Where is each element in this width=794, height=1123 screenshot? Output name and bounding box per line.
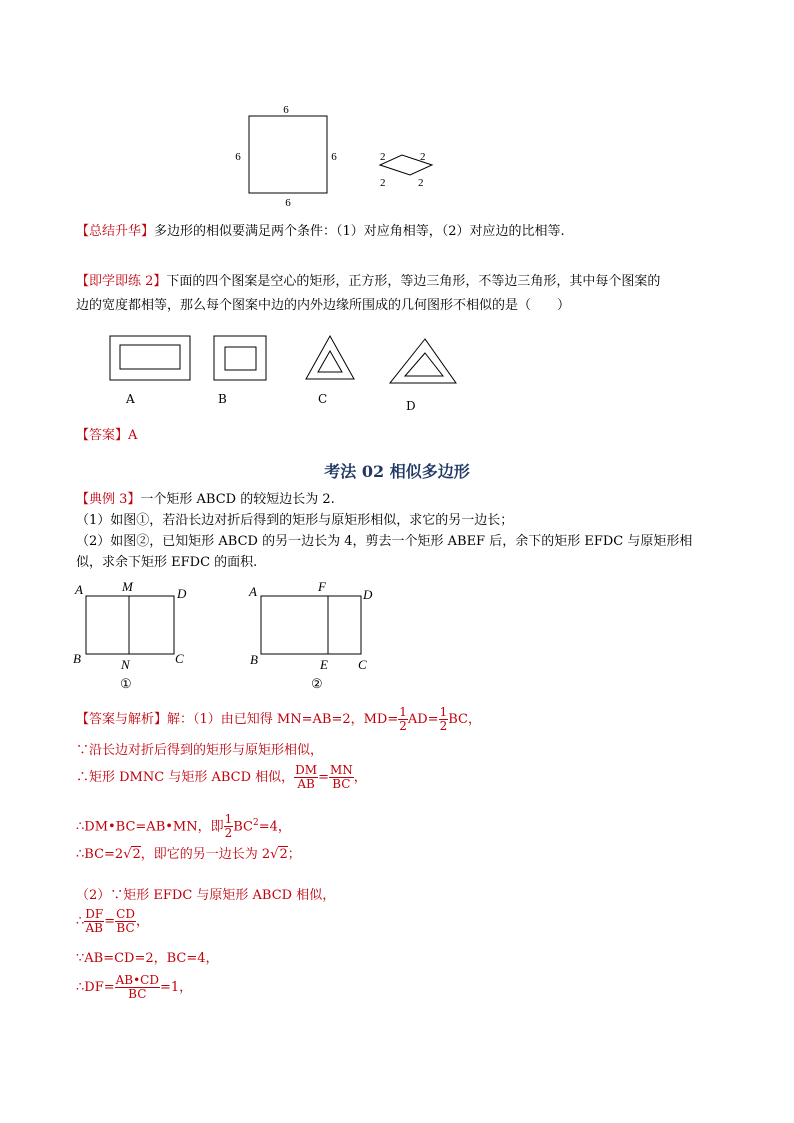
option-c-inner <box>318 351 342 372</box>
rhombus-side-4: 2 <box>418 177 424 189</box>
fig1-rect <box>86 596 174 654</box>
fig1-label-a: A <box>75 582 83 597</box>
solution-l1-b: AD= <box>407 712 439 727</box>
section-title: 考法 02 相似多边形 <box>324 462 470 481</box>
rhombus-side-3: 2 <box>380 177 386 189</box>
fig1-label-m: M <box>122 579 133 594</box>
option-a-inner <box>120 345 180 369</box>
solution-l4-c: =4， <box>258 819 291 835</box>
fig2-label-b: B <box>250 652 258 667</box>
option-b-outer <box>214 336 266 380</box>
part2-line4 <box>76 974 192 1001</box>
fig1-label-n: N <box>121 657 130 672</box>
solution-l5-a: ∴BC=2 <box>76 847 124 862</box>
practice2-text1: 下面的四个图案是空心的矩形，正方形，等边三角形，不等边三角形，其中每个图案的 <box>166 274 661 289</box>
example3-tag: 【典例 3】 <box>76 492 141 507</box>
part2-line2 <box>76 908 149 935</box>
solution-line5 <box>76 846 301 864</box>
fig2-number: ② <box>311 677 323 692</box>
solution-l4-b: BC <box>233 819 253 835</box>
part2-l2-pre: ∴ <box>76 914 85 929</box>
example3-line4: 似，求余下矩形 EFDC 的面积. <box>76 555 258 570</box>
part2-l4-pre: ∴DF= <box>76 980 115 995</box>
option-a-label: A <box>126 392 135 406</box>
fig2-label-a: A <box>249 584 257 599</box>
solution-l3-a: ∴矩形 DMNC 与矩形 ABCD 相似， <box>76 770 295 785</box>
part2-l4-end: =1， <box>159 980 193 995</box>
example3-text1: 一个矩形 ABCD 的较短边长为 2. <box>140 492 335 507</box>
answer-line <box>76 427 137 445</box>
fraction-cd-bc: $\frac{CD}{BC}$ <box>116 907 135 935</box>
summary-line <box>76 223 565 241</box>
solution-l5-b: ，即它的另一边长为 2 <box>140 847 271 862</box>
part2-line3: ∵AB=CD=2，BC=4， <box>76 951 219 966</box>
sqrt-symbol-1: √ <box>123 847 132 862</box>
fig2-rect <box>261 596 361 654</box>
solution-line3 <box>76 764 367 791</box>
summary-tag: 【总结升华】 <box>76 224 155 239</box>
solution-l5-c: ； <box>287 847 301 862</box>
option-a-outer <box>110 336 190 380</box>
sqrt-symbol-2: √ <box>270 847 279 862</box>
solution-line1 <box>76 706 481 733</box>
solution-l4-sup: 2 <box>253 818 259 828</box>
option-c-label: C <box>318 392 328 406</box>
answer-value: A <box>128 428 138 443</box>
fig1-label-c: C <box>175 651 184 666</box>
answer-tag: 【答案】 <box>76 428 129 443</box>
solution-l3-end: ， <box>353 770 367 785</box>
part2-line1: （2）∵矩形 EFDC 与原矩形 ABCD 相似， <box>76 888 336 903</box>
half-fraction-3: $\frac{1}{2}$ <box>224 812 233 841</box>
option-d-label: D <box>406 399 416 413</box>
practice2-line2: 边的宽度都相等，那么每个图案中边的内外边缘所围成的几何图形不相似的是（ ） <box>76 298 571 313</box>
fraction-dm-ab: $\frac{DM}{AB}$ <box>295 763 318 791</box>
fig2-label-c: C <box>358 657 367 672</box>
rhombus-side-2: 2 <box>420 151 426 163</box>
fig2-label-e: E <box>320 657 328 672</box>
option-b-label: B <box>218 392 227 406</box>
solution-line2: ∵沿长边对折后得到的矩形与原矩形相似， <box>76 743 324 758</box>
sqrt-radicand-2: 2 <box>279 847 288 862</box>
example3-line1 <box>76 491 335 509</box>
part2-l2-eq: = <box>104 914 116 929</box>
example3-line2: （1）如图①，若沿长边对折后得到的矩形与原矩形相似，求它的另一边长； <box>76 513 514 528</box>
practice2-tag: 【即学即练 2】 <box>76 274 167 289</box>
fraction-mn-bc: $\frac{MN}{BC}$ <box>329 763 353 791</box>
rhombus-side-1: 2 <box>380 151 386 163</box>
fraction-df-ab: $\frac{DF}{AB}$ <box>85 907 104 935</box>
fig1-label-d: D <box>177 586 187 601</box>
square-rhombus-figure <box>230 100 450 212</box>
example3-line3: （2）如图②，已知矩形 ABCD 的另一边长为 4，剪去一个矩形 ABEF 后，余下的矩形 EFDC 与原矩形相 <box>76 534 693 549</box>
option-c-outer <box>306 336 354 379</box>
square-side-top: 6 <box>283 104 289 116</box>
square-shape <box>249 116 327 193</box>
fig2-label-f: F <box>318 579 326 594</box>
option-b-inner <box>225 347 256 370</box>
solution-line4 <box>76 810 291 840</box>
practice2-line1 <box>76 273 660 291</box>
summary-text: 多边形的相似要满足两个条件：（1）对应角相等，（2）对应边的比相等. <box>154 224 565 239</box>
square-side-left: 6 <box>235 151 241 163</box>
half-fraction-1: $\frac{1}{2}$ <box>399 705 407 733</box>
fraction-abcd-bc: $\frac{AB•CD}{BC}$ <box>115 973 159 1001</box>
square-side-bottom: 6 <box>285 197 291 209</box>
solution-l1-a: 解：（1）由已知得 MN=AB=2，MD= <box>167 712 399 727</box>
example3-figures <box>68 576 388 694</box>
half-fraction-2: $\frac{1}{2}$ <box>439 705 448 733</box>
sqrt-radicand-1: 2 <box>132 847 141 862</box>
solution-l3-eq: = <box>318 770 329 785</box>
solution-l4-a: ∴DM•BC=AB•MN，即 <box>76 819 224 835</box>
fig2-label-d: D <box>363 587 373 602</box>
solution-l1-c: BC， <box>448 712 481 727</box>
square-side-right: 6 <box>331 151 337 163</box>
part2-l2-end: ， <box>135 914 149 929</box>
fig1-label-b: B <box>73 651 81 666</box>
solution-tag: 【答案与解析】 <box>76 712 168 727</box>
fig1-number: ① <box>120 677 132 692</box>
